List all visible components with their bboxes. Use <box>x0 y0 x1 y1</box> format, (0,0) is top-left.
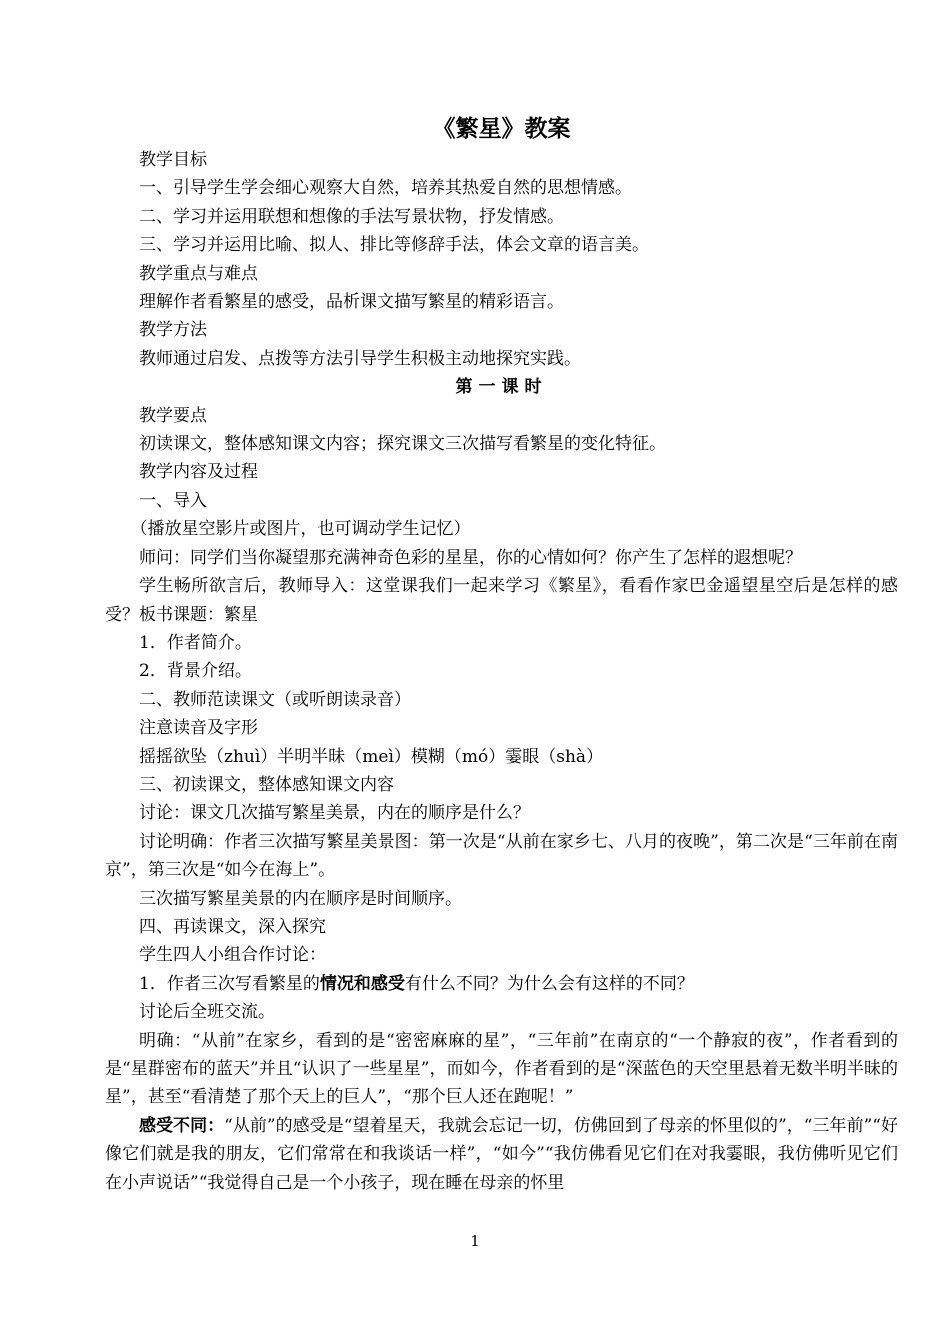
lesson-heading: 第一课时 <box>455 377 548 398</box>
discussion-answer: 讨论明确：作者三次描写繁星美景图：第一次是“从前在家乡七、八月的夜晚”，第二次是“三年前在南京”，第三次是“如今在海上”。 <box>105 831 898 881</box>
pronunciation-words: 摇摇欲坠（zhuì）半明半昧（meì）模糊（mó）霎眼（shà） <box>139 746 604 767</box>
section-model-reading: 二、教师范读课文（或听朗读录音） <box>139 689 411 710</box>
clarification-paragraph: 明确：“从前”在家乡，看到的是“密密麻麻的星”，“三年前”在南京的“一个静寂的夜”，作者看到的是“星群密布的蓝天”并且“认识了一些星星”，而如今，作者看到的是“深蓝色的天空里悬着无数半明半昧的星”，甚至“看清楚了那个天上的巨人”，“那个巨人还在跑呢！” <box>105 1030 898 1108</box>
question-1-start: 1．作者三次写看繁星的 <box>139 973 320 994</box>
order-conclusion: 三次描写繁星美景的内在顺序是时间顺序。 <box>139 888 462 909</box>
section-intro: 一、导入 <box>139 490 207 511</box>
section-reread: 四、再读课文，深入探究 <box>139 916 326 937</box>
heading-teaching-goals: 教学目标 <box>139 150 207 170</box>
method-text: 教师通过启发、点拨等方法引导学生积极主动地探究实践。 <box>139 348 581 369</box>
goal-2: 二、学习并运用联想和想像的手法写景状物，抒发情感。 <box>139 206 564 227</box>
goal-3: 三、学习并运用比喻、拟人、排比等修辞手法，体会文章的语言美。 <box>139 235 649 256</box>
pronunciation-heading: 注意读音及字形 <box>139 718 258 739</box>
question-1-end: 有什么不同？为什么会有这样的不同？ <box>404 973 694 994</box>
heading-content-process: 教学内容及过程 <box>139 462 258 483</box>
background-item: 2．背景介绍。 <box>139 661 252 682</box>
key-points-text: 理解作者看繁星的感受，品析课文描写繁星的精彩语言。 <box>139 292 564 313</box>
document-title: 《繁星》教案 <box>432 116 571 142</box>
section-first-reading: 三、初读课文，整体感知课文内容 <box>139 774 394 795</box>
teacher-intro: 学生畅所欲言后，教师导入：这堂课我们一起来学习《繁星》，看看作家巴金遥望星空后是怎样的感受？板书课题：繁星 <box>105 576 898 625</box>
page-number: 1 <box>470 1232 480 1250</box>
heading-lesson-points: 教学要点 <box>139 405 207 426</box>
question-1-bold: 情况和感受 <box>319 973 405 994</box>
feelings-text: “从前”的感受是“望着星天，我就会忘记一切，仿佛回到了母亲的怀里似的”，“三年前”“好像它们就是我的朋友，它们常常在和我谈话一样”，“如今”“我仿佛看见它们在对我霎眼，我仿佛听见它们在小声说话”“我觉得自己是一个小孩子，现在睡在母亲的怀里 <box>105 1115 899 1193</box>
group-discussion: 学生四人小组合作讨论： <box>139 945 326 966</box>
feelings-label: 感受不同： <box>139 1115 225 1136</box>
feelings-paragraph <box>105 1112 898 1197</box>
lesson-points-text: 初读课文，整体感知课文内容；探究课文三次描写看繁星的变化特征。 <box>139 434 666 455</box>
question-1 <box>105 970 898 998</box>
heading-method: 教学方法 <box>139 320 207 341</box>
goal-1: 一、引导学生学会细心观察大自然，培养其热爱自然的思想情感。 <box>139 178 632 199</box>
heading-key-points: 教学重点与难点 <box>139 263 258 284</box>
intro-note: （播放星空影片或图片，也可调动学生记忆） <box>130 519 471 540</box>
discussion-question: 讨论：课文几次描写繁星美景，内在的顺序是什么？ <box>139 803 530 824</box>
teacher-question: 师问：同学们当你凝望那充满神奇色彩的星星，你的心情如何？你产生了怎样的遐想呢？ <box>139 547 802 568</box>
class-exchange: 讨论后全班交流。 <box>139 1002 275 1023</box>
author-intro-item: 1．作者简介。 <box>139 632 252 653</box>
